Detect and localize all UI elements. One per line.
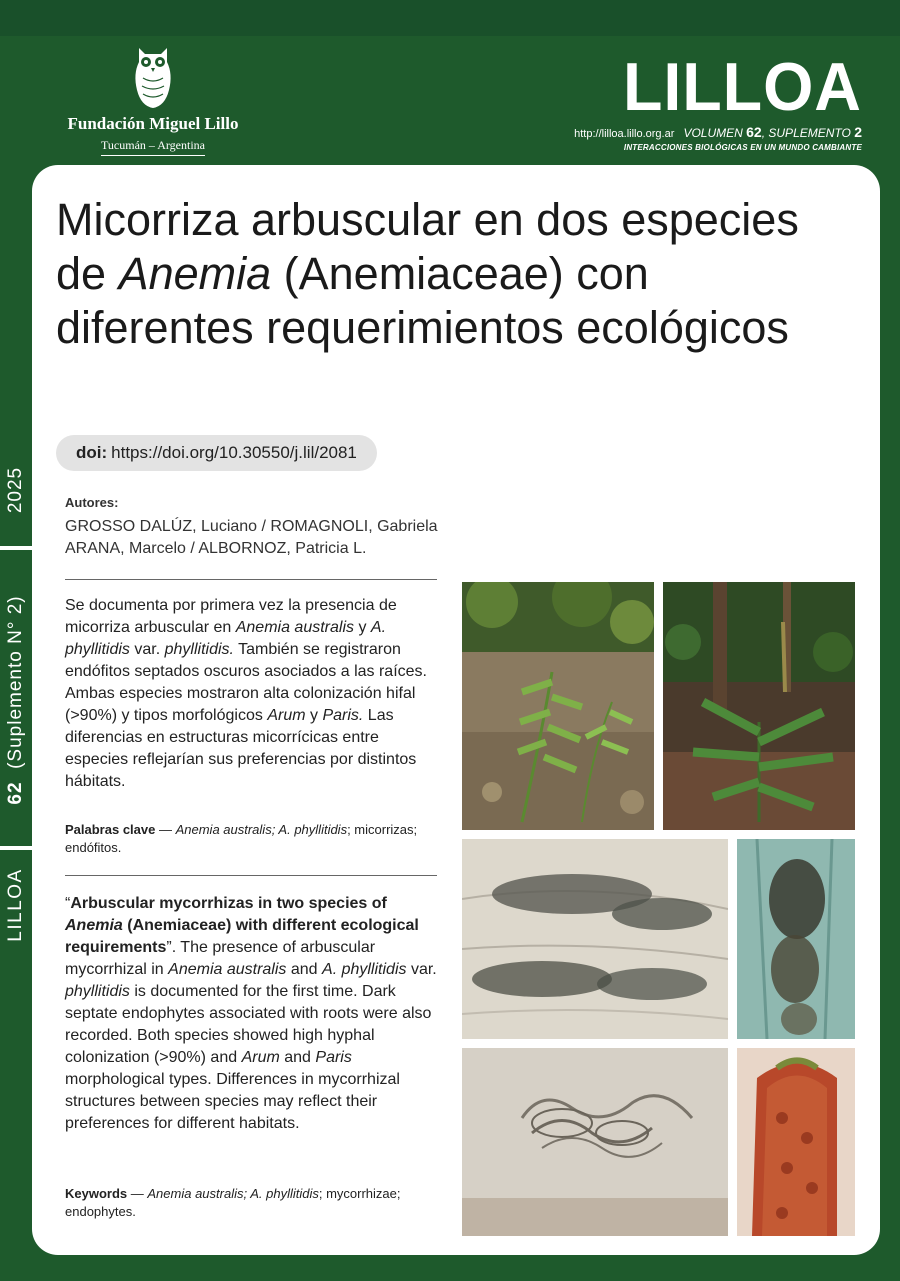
photo-anemia-australis-habitat xyxy=(462,582,654,830)
doi-link[interactable]: https://doi.org/10.30550/j.lil/2081 xyxy=(111,443,357,462)
spine-volume: 62 (Suplemento N° 2) xyxy=(5,595,26,805)
keywords-spanish: Palabras clave — Anemia australis; A. phyllitidis; micorrizas; endófitos. xyxy=(65,822,418,855)
spine-journal: LILLOA xyxy=(5,868,26,942)
publisher-logo xyxy=(58,44,248,156)
authors-label: Autores: xyxy=(65,495,119,510)
spine-year: 2025 xyxy=(5,466,26,514)
authors-block xyxy=(65,495,455,560)
journal-header xyxy=(574,49,862,152)
article-card xyxy=(32,165,880,1255)
owl-icon xyxy=(131,44,175,110)
journal-tagline: INTERACCIONES BIOLÓGICAS EN UN MUNDO CAMBIANTE xyxy=(623,143,862,152)
top-band xyxy=(0,0,900,36)
article-title: Micorriza arbuscular en dos especies de Anemia (Anemiaceae) con diferentes requerimientos ecológicos xyxy=(56,194,799,353)
publisher-location: Tucumán – Argentina xyxy=(101,138,205,156)
divider xyxy=(65,579,437,580)
volume-info: VOLUMEN 62, SUPLEMENTO 2 xyxy=(683,124,862,140)
micrograph-hyphal-coils xyxy=(462,1048,728,1236)
micrograph-stained-root-tissue xyxy=(737,1048,855,1236)
micrograph-dark-septate-endophytes xyxy=(737,839,855,1039)
journal-title: LILLOA xyxy=(623,49,862,125)
spine xyxy=(0,440,32,980)
journal-url[interactable]: http://lilloa.lillo.org.ar xyxy=(574,128,675,140)
micrograph-hyphal-colonization xyxy=(462,839,728,1039)
abstract-spanish: Se documenta por primera vez la presencia de micorriza arbuscular en Anemia australis y A. phyllitidis var. phyllitidis. También se registraron endófitos septados oscuros asociados a las raíces. Ambas especies mostraron alta colonización hifal (>90%) y tipos morfológicos Arum y Paris. Las diferencias en estructuras micorrícicas entre especies reflejarían sus preferencias por distintos hábitats. xyxy=(65,597,427,790)
abstract-english: “Arbuscular mycorrhizas in two species of Anemia (Anemiaceae) with different ecological requirements”. The presence of arbuscular mycorrhizal in Anemia australis and A. phyllitidis var. phyllitidis is documented for the first time. Dark septate endophytes associated with roots were also recorded. Both species showed high hyphal colonization (>90%) and Arum and Paris morphological types. Differences in mycorrhizal structures between species may reflect their preferences for different habitats. xyxy=(65,895,437,1132)
doi-badge[interactable] xyxy=(56,435,377,471)
keywords-english: Keywords — Anemia australis; A. phyllitidis; mycorrhizae; endophytes. xyxy=(65,1186,401,1219)
publisher-name: Fundación Miguel Lillo xyxy=(67,114,239,133)
journal-info xyxy=(574,124,862,140)
photo-anemia-phyllitidis-habitat xyxy=(663,582,855,830)
doi-label: doi: xyxy=(76,443,108,462)
divider xyxy=(65,875,437,876)
authors-line: GROSSO DALÚZ, Luciano / ROMAGNOLI, Gabriela xyxy=(65,518,438,535)
authors-line: ARANA, Marcelo / ALBORNOZ, Patricia L. xyxy=(65,540,367,557)
